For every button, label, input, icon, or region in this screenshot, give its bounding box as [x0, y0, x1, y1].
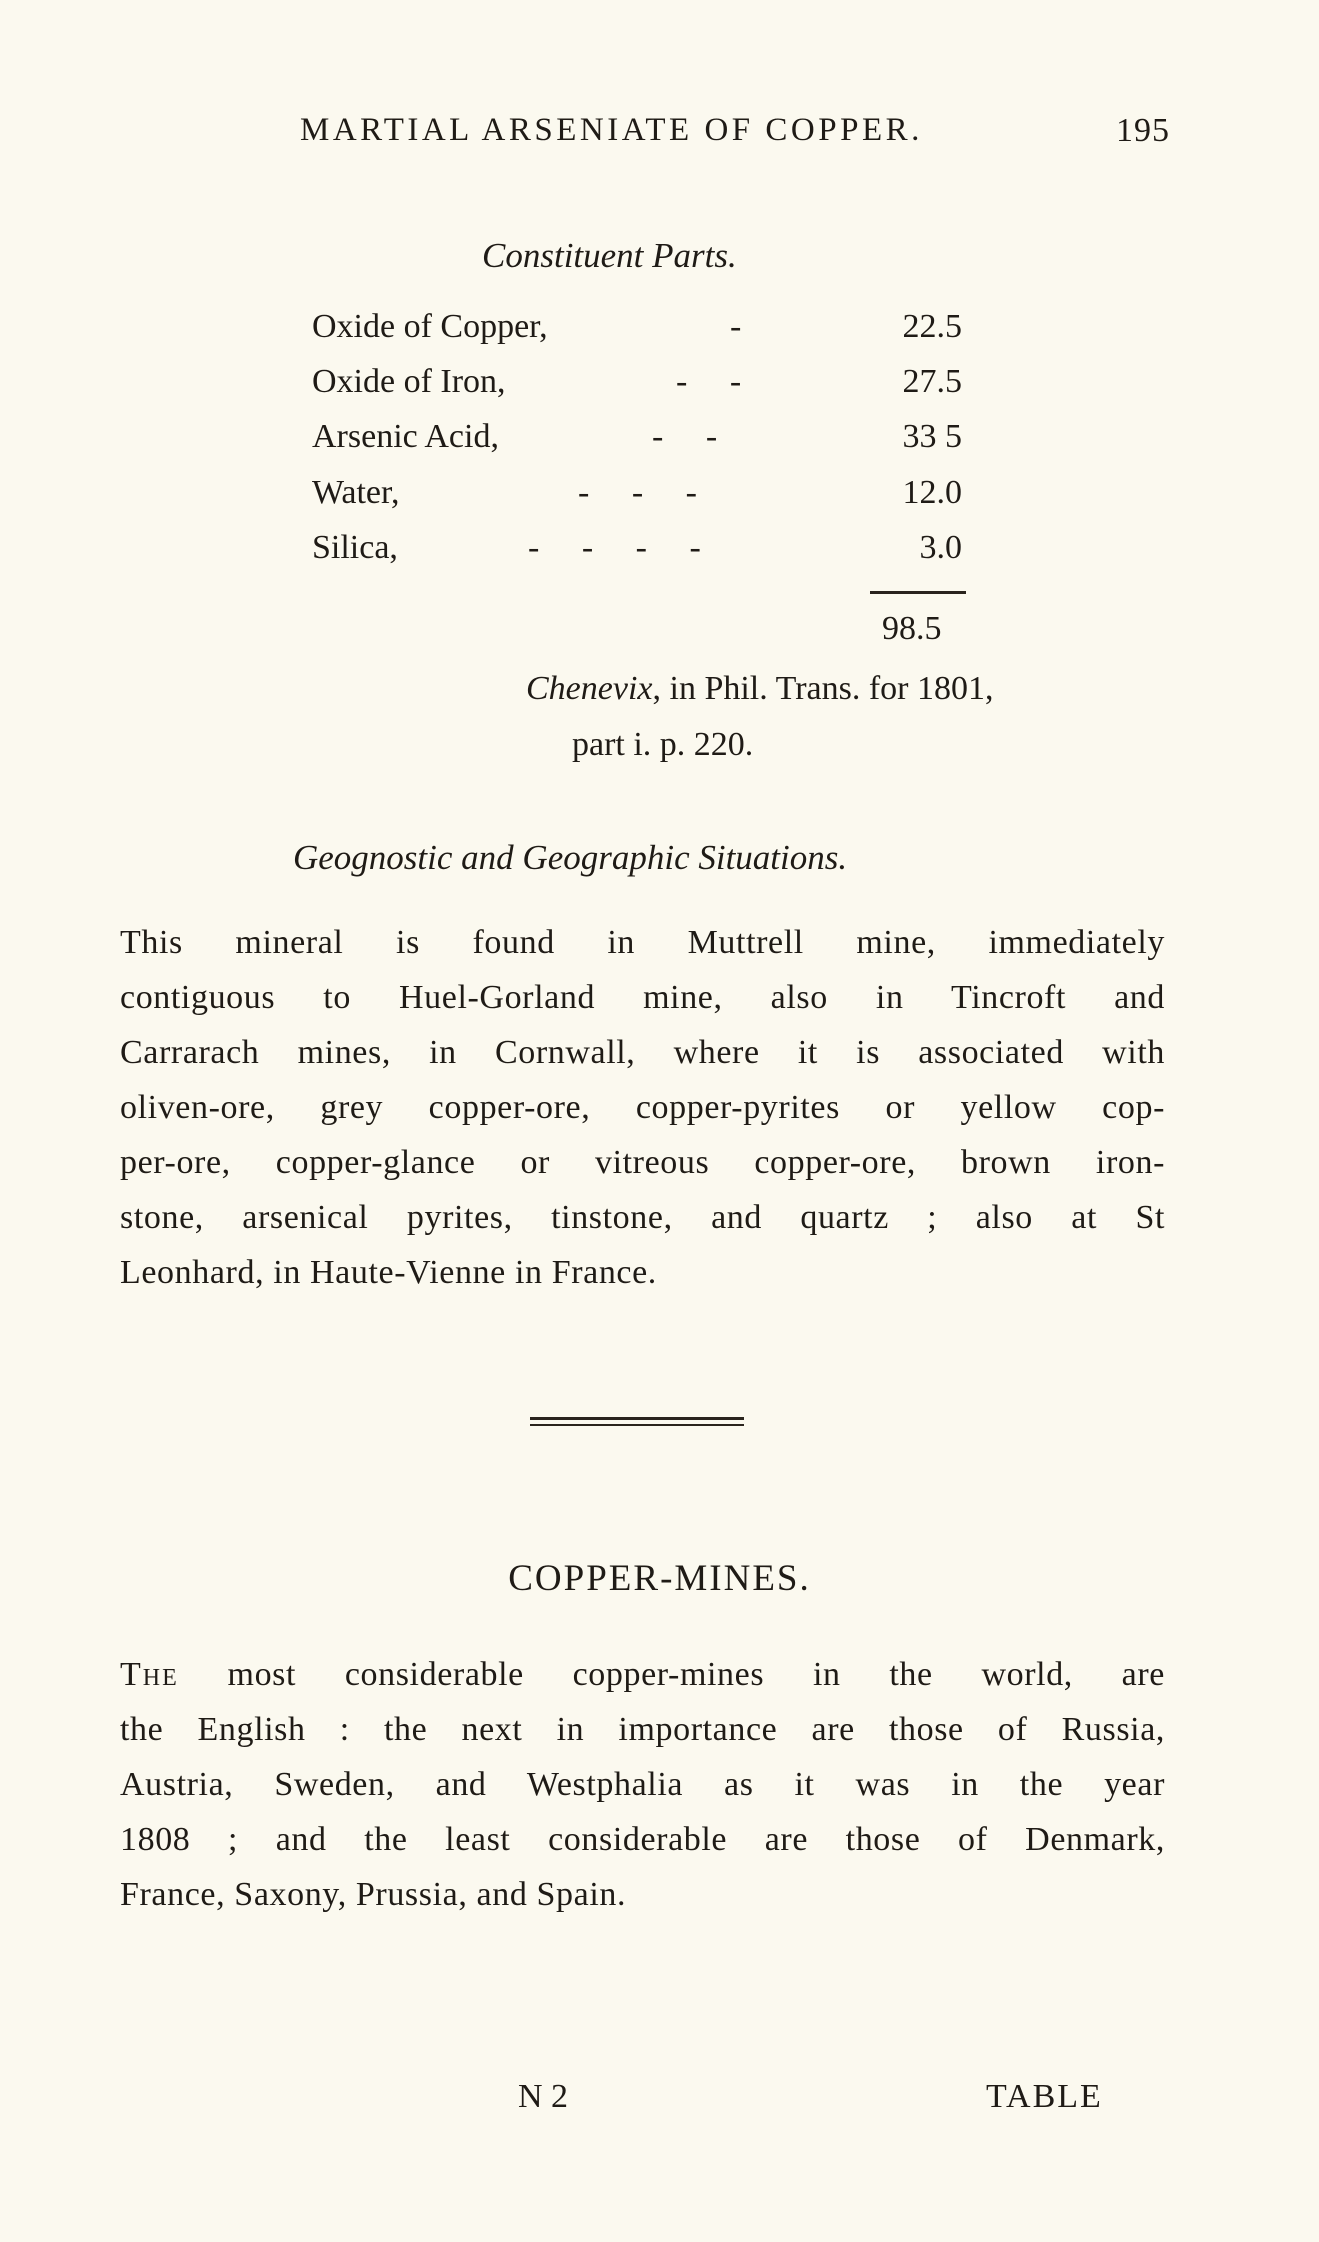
row-label: Oxide of Copper,	[312, 308, 548, 345]
row-label: Silica,	[312, 529, 398, 566]
row-dashes: - - - -	[528, 529, 701, 566]
text-line: 1808 ; and the least considerable are those of Denmark,	[120, 1821, 1165, 1858]
text-line: This mineral is found in Muttrell mine, immediately	[120, 924, 1165, 961]
page-number: 195	[1116, 112, 1170, 149]
row-dashes: - -	[652, 418, 718, 455]
table-row	[312, 308, 962, 352]
total-value: 98.5	[882, 610, 942, 647]
row-label: Arsenic Acid,	[312, 418, 499, 455]
row-dashes: - - -	[578, 474, 697, 511]
table-row	[312, 363, 962, 407]
rule-line	[530, 1424, 744, 1426]
running-head	[300, 112, 1170, 162]
citation-line	[526, 670, 994, 708]
lead-word: The	[120, 1656, 179, 1693]
citation-page: part i. p. 220.	[572, 726, 754, 763]
text-line: France, Saxony, Prussia, and Spain.	[120, 1876, 627, 1913]
geognostic-heading: Geognostic and Geographic Situations.	[293, 838, 848, 877]
ornament-rule	[530, 1417, 744, 1427]
lead-line-rest: most considerable copper-mines in the world, are	[178, 1656, 1165, 1693]
catchword: TABLE	[986, 2078, 1103, 2115]
table-row	[312, 529, 962, 573]
citation-source: , in Phil. Trans. for 1801,	[652, 670, 994, 707]
text-line: stone, arsenical pyrites, tinstone, and quartz ; also at St	[120, 1199, 1165, 1236]
row-value: 3.0	[919, 529, 962, 566]
text-line	[120, 1656, 1165, 1694]
row-value: 27.5	[902, 363, 962, 400]
row-label: Water,	[312, 474, 400, 511]
text-line: Carrarach mines, in Cornwall, where it is associated with	[120, 1034, 1165, 1071]
running-title: MARTIAL ARSENIATE OF COPPER.	[300, 112, 923, 148]
row-label: Oxide of Iron,	[312, 363, 506, 400]
row-value: 12.0	[902, 474, 962, 511]
constituent-parts-heading: Constituent Parts.	[482, 236, 737, 275]
row-value: 33 5	[902, 418, 962, 455]
row-value: 22.5	[902, 308, 962, 345]
citation-author: Chenevix	[526, 670, 653, 707]
text-line: Leonhard, in Haute-Vienne in France.	[120, 1254, 657, 1291]
sum-rule	[870, 591, 966, 594]
text-line: the English : the next in importance are those of Russia,	[120, 1711, 1165, 1748]
row-dashes: - -	[676, 363, 742, 400]
text-line: oliven-ore, grey copper-ore, copper-pyrites or yellow cop-	[120, 1089, 1165, 1126]
signature-mark: N 2	[518, 2078, 569, 2115]
table-row	[312, 474, 962, 518]
text-line: contiguous to Huel-Gorland mine, also in Tincroft and	[120, 979, 1165, 1016]
text-line: per-ore, copper-glance or vitreous copper-ore, brown iron-	[120, 1144, 1165, 1181]
row-dashes: -	[730, 308, 742, 345]
text-line: Austria, Sweden, and Westphalia as it was in the year	[120, 1766, 1165, 1803]
table-row	[312, 418, 962, 462]
rule-line	[530, 1417, 744, 1420]
section-title: COPPER-MINES.	[508, 1558, 811, 1599]
